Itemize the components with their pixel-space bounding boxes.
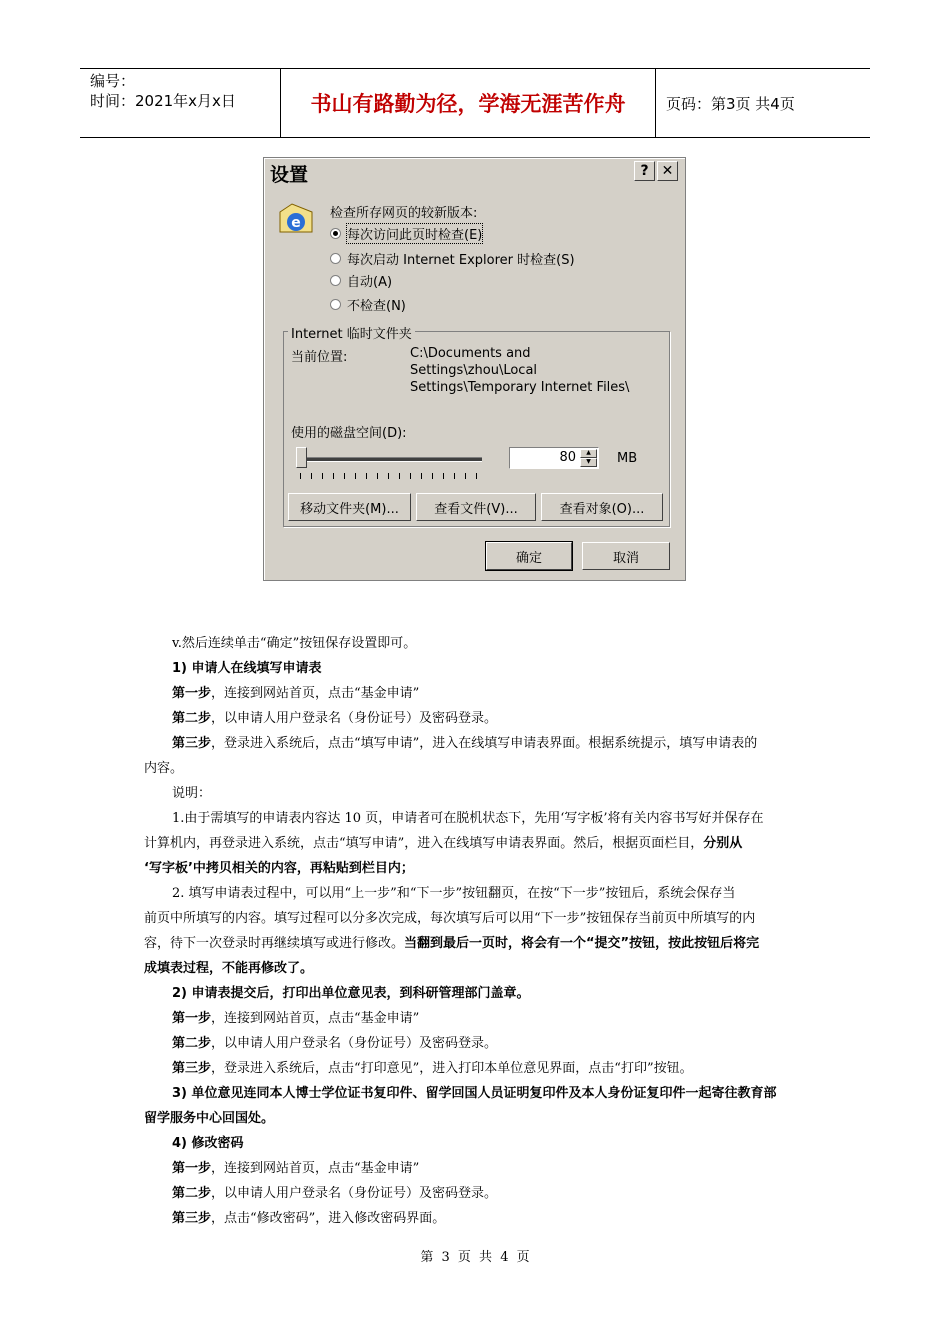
move-folder-button[interactable]: 移动文件夹(M)... bbox=[288, 493, 411, 521]
s4-step-3 bbox=[144, 1206, 809, 1231]
header-page-info: 页码：第3页 共4页 bbox=[666, 94, 795, 113]
note-text: 容，待下一次登录时再继续填写或进行修改。 bbox=[144, 936, 405, 951]
location-line-1: C:\Documents and bbox=[410, 346, 531, 361]
s1-step-1 bbox=[144, 681, 809, 706]
view-files-button[interactable]: 查看文件(V)... bbox=[416, 493, 536, 521]
spinner-arrows[interactable] bbox=[580, 449, 597, 467]
intro-line: v.然后连续单击“确定”按钮保存设置即可。 bbox=[172, 636, 417, 651]
number-label: 编号： bbox=[90, 72, 136, 90]
s2-step-2 bbox=[144, 1031, 809, 1056]
note-bold: 当翻到最后一页时，将会有一个“提交”按钮，按此按钮后将完 bbox=[404, 936, 760, 951]
page-footer: 第 3 页 共 4 页 bbox=[420, 1250, 530, 1265]
section-3-line-1: 3) 单位意见连同本人博士学位证书复印件、留学回国人员证明复印件及本人身份证复印件一起寄往教育部 bbox=[172, 1086, 777, 1101]
header-meta bbox=[80, 69, 281, 137]
step-text: ，以申请人用户登录名（身份证号）及密码登录。 bbox=[211, 1186, 498, 1201]
s1-step-3-cont: 内容。 bbox=[144, 761, 184, 776]
step-text: ，连接到网站首页，点击“基金申请” bbox=[211, 686, 420, 701]
location-line-3: Settings\Temporary Internet Files\ bbox=[410, 380, 630, 395]
svg-text:e: e bbox=[291, 215, 301, 231]
step-text: ，连接到网站首页，点击“基金申请” bbox=[211, 1011, 420, 1026]
step-text: ，以申请人用户登录名（身份证号）及密码登录。 bbox=[211, 711, 498, 726]
disk-space-spinner[interactable] bbox=[509, 447, 599, 469]
note-label: 说明： bbox=[172, 786, 212, 801]
section-3-line-2: 留学服务中心回国处。 bbox=[144, 1111, 275, 1126]
slider-ticks bbox=[300, 473, 482, 479]
disk-space-value: 80 bbox=[559, 450, 576, 465]
s4-step-2 bbox=[144, 1181, 809, 1206]
step-label: 第二步 bbox=[172, 1186, 212, 1201]
location-line-2: Settings\zhou\Local bbox=[410, 363, 538, 378]
close-button[interactable]: ✕ bbox=[657, 161, 678, 181]
step-text: ，以申请人用户登录名（身份证号）及密码登录。 bbox=[211, 1036, 498, 1051]
radio-dot bbox=[330, 299, 341, 310]
note-1-line-2 bbox=[144, 831, 809, 856]
ok-button[interactable]: 确定 bbox=[486, 542, 572, 570]
step-label: 第一步 bbox=[172, 1011, 212, 1026]
s4-step-1 bbox=[144, 1156, 809, 1181]
help-button[interactable]: ? bbox=[634, 161, 655, 181]
page-header bbox=[80, 68, 870, 138]
step-label: 第三步 bbox=[172, 1211, 212, 1226]
disk-unit: MB bbox=[617, 451, 638, 466]
dialog-titlebar bbox=[266, 160, 683, 186]
s2-step-3 bbox=[144, 1056, 809, 1081]
note-1-line-1: 1.由于需填写的申请表内容达 10 页，申请者可在脱机状态下，先用‘写字板’将有关内容书写好并保存在 bbox=[172, 811, 764, 826]
location-label: 当前位置: bbox=[291, 350, 348, 365]
radio-every-visit[interactable] bbox=[330, 224, 482, 243]
radio-label: 每次启动 Internet Explorer 时检查(S) bbox=[347, 253, 575, 268]
step-text: ，点击“修改密码”，进入修改密码界面。 bbox=[211, 1211, 446, 1226]
s1-step-2 bbox=[144, 706, 809, 731]
section-2-title: 2) 申请表提交后，打印出单位意见表，到科研管理部门盖章。 bbox=[172, 986, 530, 1001]
disk-slider-track bbox=[300, 457, 482, 462]
header-motto: 书山有路勤为径，学海无涯苦作舟 bbox=[281, 69, 656, 137]
disk-space-label: 使用的磁盘空间(D): bbox=[291, 426, 407, 441]
cancel-button[interactable]: 取消 bbox=[582, 542, 670, 570]
section-4-title: 4) 修改密码 bbox=[172, 1136, 244, 1151]
view-objects-button[interactable]: 查看对象(O)... bbox=[541, 493, 663, 521]
step-label: 第一步 bbox=[172, 1161, 212, 1176]
radio-dot bbox=[330, 228, 341, 239]
note-bold: 分别从 bbox=[703, 836, 743, 851]
radio-never[interactable] bbox=[330, 295, 406, 314]
note-2-line-1: 2. 填写申请表过程中，可以用“上一步”和“下一步”按钮翻页，在按“下一步”按钮后，系统会保存当 bbox=[172, 886, 736, 901]
step-label: 第二步 bbox=[172, 1036, 212, 1051]
step-label: 第二步 bbox=[172, 711, 212, 726]
disk-slider-thumb[interactable] bbox=[296, 447, 307, 468]
time-label: 时间：2021年x月x日 bbox=[90, 92, 236, 110]
radio-label: 不检查(N) bbox=[347, 299, 406, 314]
note-2-line-3 bbox=[144, 931, 809, 956]
spin-down-icon[interactable]: ▼ bbox=[580, 458, 597, 467]
step-label: 第三步 bbox=[172, 1061, 212, 1076]
note-2-line-4: 成填表过程，不能再修改了。 bbox=[144, 961, 314, 976]
note-1-line-3: ‘写字板’中拷贝相关的内容，再粘贴到栏目内； bbox=[144, 861, 414, 876]
radio-automatic[interactable] bbox=[330, 271, 392, 290]
section-1-title: 1) 申请人在线填写申请表 bbox=[172, 661, 322, 676]
step-text: ，登录进入系统后，点击“填写申请”，进入在线填写申请表界面。根据系统提示，填写申请表的 bbox=[211, 736, 758, 751]
step-text: ，登录进入系统后，点击“打印意见”，进入打印本单位意见界面，点击“打印”按钮。 bbox=[211, 1061, 693, 1076]
radio-dot bbox=[330, 275, 341, 286]
step-text: ，连接到网站首页，点击“基金申请” bbox=[211, 1161, 420, 1176]
s1-step-3 bbox=[144, 731, 809, 756]
note-2-line-2: 前页中所填写的内容。填写过程可以分多次完成，每次填写后可以用“下一步”按钮保存当前页中所填写的内 bbox=[144, 911, 756, 926]
ie-folder-icon bbox=[278, 200, 314, 236]
s2-step-1 bbox=[144, 1006, 809, 1031]
radio-label: 每次访问此页时检查(E) bbox=[347, 224, 482, 243]
settings-dialog bbox=[263, 157, 686, 581]
check-versions-label: 检查所存网页的较新版本: bbox=[330, 206, 478, 221]
radio-every-start[interactable] bbox=[330, 249, 575, 268]
temp-files-legend: Internet 临时文件夹 bbox=[288, 323, 415, 342]
radio-label: 自动(A) bbox=[347, 275, 393, 290]
spin-up-icon[interactable]: ▲ bbox=[580, 449, 597, 458]
step-label: 第一步 bbox=[172, 686, 212, 701]
radio-dot bbox=[330, 253, 341, 264]
note-text: 计算机内，再登录进入系统，点击“填写申请”，进入在线填写申请表界面。然后，根据页面栏目， bbox=[144, 836, 704, 851]
step-label: 第三步 bbox=[172, 736, 212, 751]
dialog-title: 设置 bbox=[270, 163, 309, 186]
